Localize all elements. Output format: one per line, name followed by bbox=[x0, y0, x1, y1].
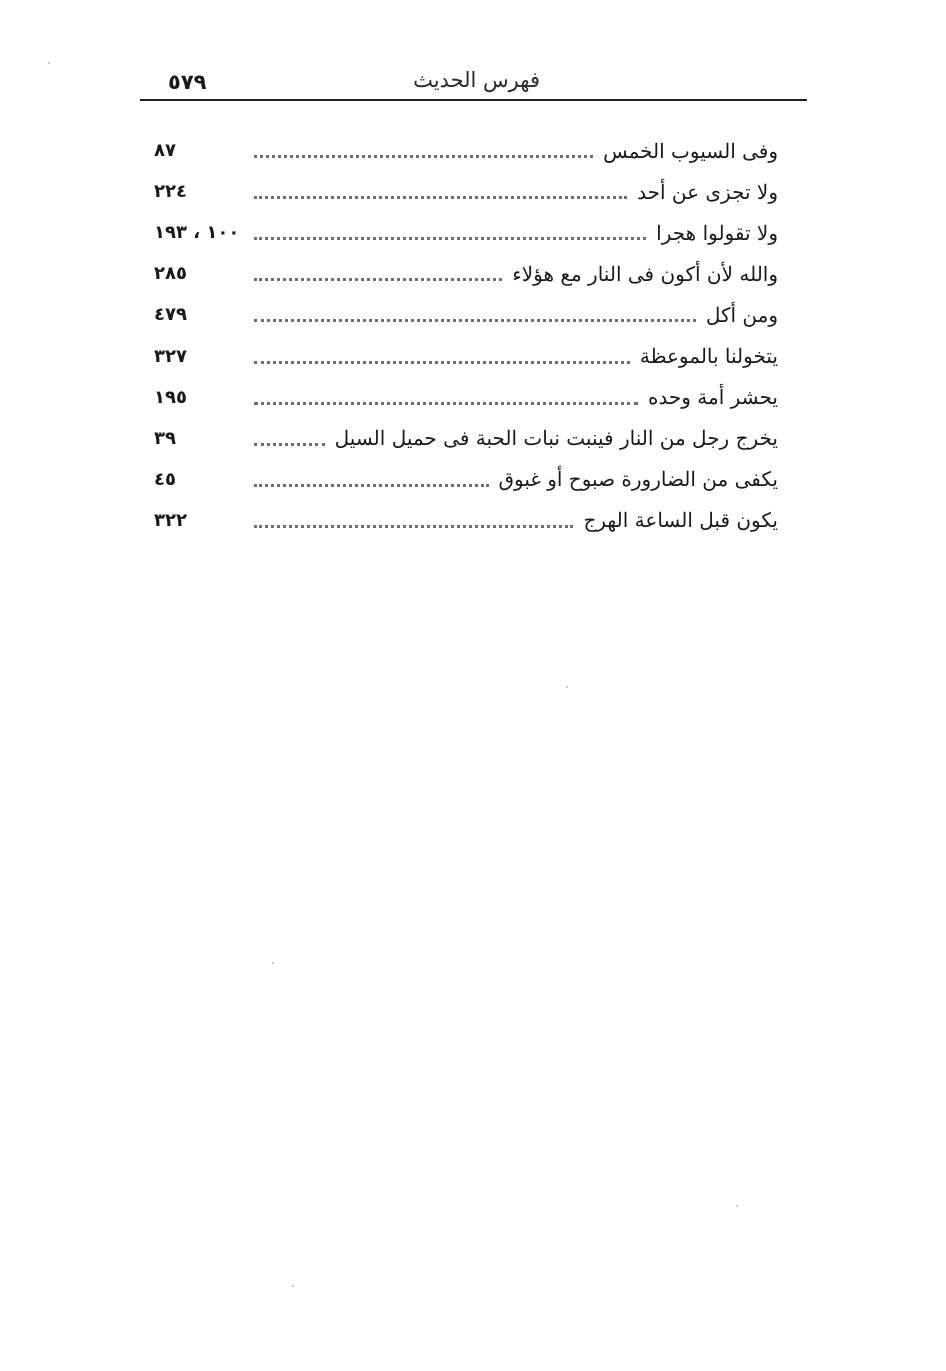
entry-page-ref: ٣٢٢ bbox=[154, 509, 187, 531]
hadith-index-list bbox=[150, 130, 778, 541]
entry-text: يحشر أمة وحده bbox=[647, 385, 778, 410]
dot-leader bbox=[254, 155, 593, 158]
entry-page-ref: ٣٢٧ bbox=[154, 345, 187, 367]
entry-text: يكون قبل الساعة الهرج bbox=[583, 508, 778, 533]
entry-text: ومن أكل bbox=[705, 302, 778, 327]
index-entry bbox=[150, 377, 778, 418]
scan-speck bbox=[292, 1285, 294, 1287]
scan-speck bbox=[736, 1205, 738, 1207]
entry-text: وفى السيوب الخمس bbox=[603, 138, 778, 163]
entry-text: ولا تقولوا هجرا bbox=[656, 220, 778, 245]
index-entry bbox=[150, 171, 778, 212]
dot-leader bbox=[254, 237, 646, 240]
dot-leader bbox=[254, 402, 638, 405]
entry-text: يكفى من الضارورة صبوح أو غبوق bbox=[498, 467, 778, 492]
index-entry bbox=[150, 459, 778, 500]
entry-page-ref: ٨٧ bbox=[154, 140, 176, 162]
entry-page-ref: ١٠٠ ، ١٩٣ bbox=[154, 222, 240, 244]
entry-text: يخرج رجل من النار فينبت نبات الحبة فى حميل السيل bbox=[334, 426, 778, 451]
entry-text: ولا تجزى عن أحد bbox=[637, 179, 778, 204]
entry-text: والله لأن أكون فى النار مع هؤلاء bbox=[512, 261, 778, 286]
entry-page-ref: ١٩٥ bbox=[154, 386, 187, 408]
dot-leader bbox=[254, 196, 627, 199]
dot-leader bbox=[254, 443, 325, 446]
entry-page-ref: ٤٧٩ bbox=[154, 304, 187, 326]
index-entry bbox=[150, 294, 778, 335]
dot-leader bbox=[254, 484, 489, 487]
index-entry bbox=[150, 500, 778, 541]
index-entry bbox=[150, 335, 778, 376]
index-entry bbox=[150, 418, 778, 459]
dot-leader bbox=[254, 361, 630, 364]
entry-page-ref: ٢٢٤ bbox=[154, 181, 187, 203]
index-entry bbox=[150, 130, 778, 171]
index-entry bbox=[150, 253, 778, 294]
scan-speck bbox=[272, 962, 274, 964]
entry-page-ref: ٤٥ bbox=[154, 468, 176, 490]
scan-speck bbox=[566, 686, 568, 688]
running-head bbox=[140, 62, 810, 102]
header-rule bbox=[140, 99, 807, 101]
entry-page-ref: ٣٩ bbox=[154, 427, 176, 449]
dot-leader bbox=[254, 278, 502, 281]
index-entry bbox=[150, 212, 778, 253]
entry-page-ref: ٢٨٥ bbox=[154, 263, 187, 285]
running-head-title: فهرس الحديث bbox=[413, 68, 540, 92]
page-number: ٥٧٩ bbox=[168, 70, 207, 94]
dot-leader bbox=[254, 525, 573, 528]
dot-leader bbox=[254, 319, 696, 322]
scan-speck bbox=[48, 62, 50, 64]
entry-text: يتخولنا بالموعظة bbox=[639, 344, 778, 369]
